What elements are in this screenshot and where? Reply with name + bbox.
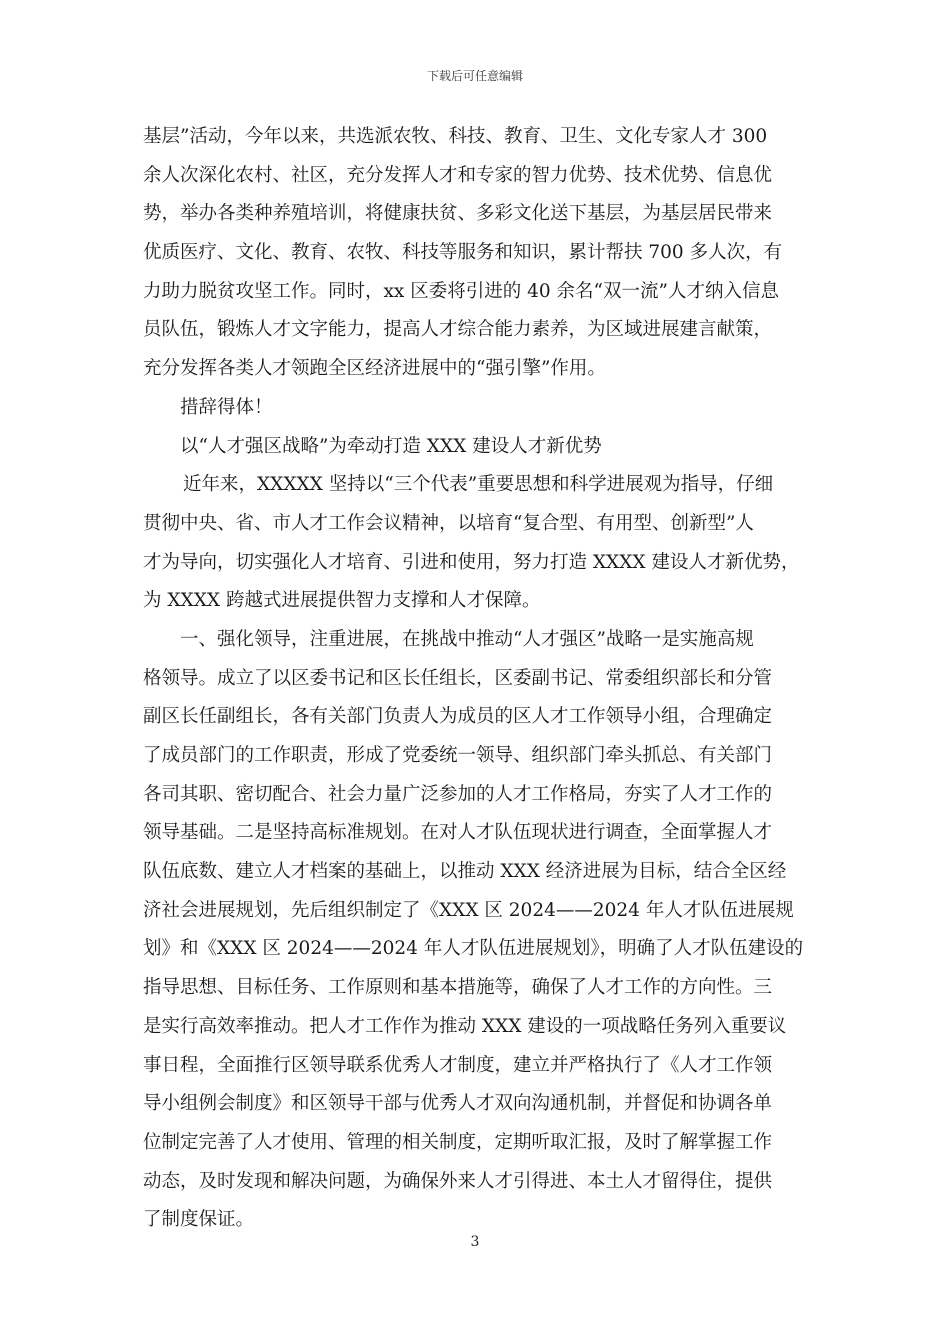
paragraph-line: 事日程，全面推行区领导联系优秀人才制度，建立并严格执行了《人才工作领 <box>143 1054 773 1076</box>
paragraph-line: 近年来，XXXXX 坚持以“三个代表”重要思想和科学进展观为指导，仔细 <box>183 474 774 496</box>
paragraph-line: 贯彻中央、省、市人才工作会议精神，以培育“复合型、有用型、创新型”人 <box>143 512 754 534</box>
paragraph-line: 为 XXXX 跨越式进展提供智力支撑和人才保障。 <box>143 590 541 612</box>
paragraph-line: 优质医疗、文化、教育、农牧、科技等服务和知识，累计帮扶 700 多人次，有 <box>143 242 783 264</box>
paragraph-line: 划》和《XXX 区 2024——2024 年人才队伍进展规划》，明确了人才队伍建设的 <box>143 938 804 960</box>
paragraph-line: 队伍底数、建立人才档案的基础上，以推动 XXX 经济进展为目标，结合全区经 <box>143 861 787 883</box>
paragraph-line: 充分发挥各类人才领跑全区经济进展中的“强引擎”作用。 <box>143 358 606 380</box>
paragraph-line: 了成员部门的工作职责，形成了党委统一领导、组织部门牵头抓总、有关部门 <box>143 745 773 766</box>
paragraph-line: 领导基础。二是坚持高标准规划。在对人才队伍现状进行调查，全面掌握人才 <box>143 822 773 844</box>
paragraph-line: 基层”活动，今年以来，共选派农牧、科技、教育、卫生、文化专家人才 300 <box>143 126 768 147</box>
section-title: 以“人才强区战略”为牵动打造 XXX 建设人才新优势 <box>180 435 602 457</box>
paragraph-line: 动态，及时发现和解决问题，为确保外来人才引得进、本土人才留得住，提供 <box>143 1170 773 1192</box>
paragraph-line: 位制定完善了人才使用、管理的相关制度，定期听取汇报，及时了解掌握工作 <box>143 1131 773 1153</box>
paragraph-line: 格领导。成立了以区委书记和区长任组长，区委副书记、常委组织部长和分管 <box>143 667 773 689</box>
paragraph-line: 一、强化领导，注重进展，在挑战中推动“人才强区”战略一是实施高规 <box>180 628 754 650</box>
paragraph-line: 余人次深化农村、社区，充分发挥人才和专家的智力优势、技术优势、信息优 <box>143 164 773 186</box>
paragraph-line: 是实行高效率推动。把人才工作作为推动 XXX 建设的一项战略任务列入重要议 <box>143 1015 787 1037</box>
paragraph-line: 指导思想、目标任务、工作原则和基本措施等，确保了人才工作的方向性。三 <box>143 977 773 999</box>
paragraph-line: 势，举办各类种养殖培训，将健康扶贫、多彩文化送下基层，为基层居民带来 <box>143 203 773 225</box>
page-number: 3 <box>470 1234 480 1250</box>
remark-line: 措辞得体！ <box>180 396 273 418</box>
paragraph-line: 力助力脱贫攻坚工作。同时，xx 区委将引进的 40 余名“双一流”人才纳入信息 <box>143 280 779 302</box>
document-body <box>143 118 810 1240</box>
paragraph-line: 才为导向，切实强化人才培育、引进和使用，努力打造 XXXX 建设人才新优势， <box>143 551 800 573</box>
paragraph-line: 员队伍，锻炼人才文字能力，提高人才综合能力素养，为区域进展建言献策， <box>143 319 773 341</box>
paragraph-line: 了制度保证。 <box>143 1209 255 1231</box>
page-header: 下载后可任意编辑 <box>426 69 523 83</box>
paragraph-line: 各司其职、密切配合、社会力量广泛参加的人才工作格局，夯实了人才工作的 <box>143 783 773 805</box>
paragraph-line: 副区长任副组长，各有关部门负责人为成员的区人才工作领导小组，合理确定 <box>143 706 773 728</box>
paragraph-line: 济社会进展规划，先后组织制定了《XXX 区 2024——2024 年人才队伍进展规 <box>143 899 794 921</box>
paragraph-line: 导小组例会制度》和区领导干部与优秀人才双向沟通机制，并督促和协调各单 <box>143 1093 773 1115</box>
